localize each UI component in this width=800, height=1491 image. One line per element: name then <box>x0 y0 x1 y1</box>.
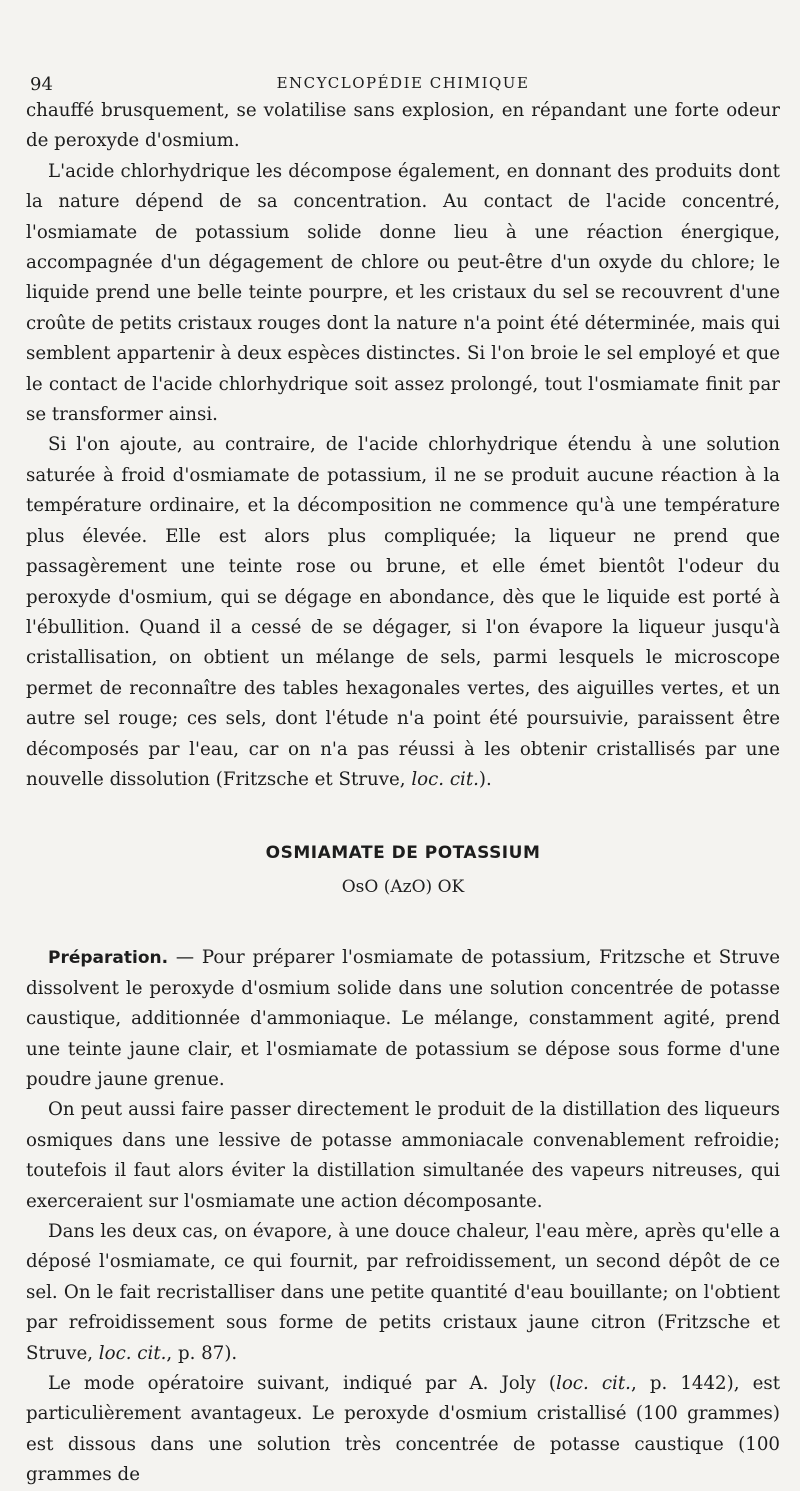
running-title: ENCYCLOPÉDIE CHIMIQUE <box>276 74 530 92</box>
paragraph-joly-method <box>26 1369 780 1491</box>
paragraph-continuation: chauffé brusquement, se volatilise sans explosion, en répandant une forte odeur de peroxyde d'osmium. <box>26 100 780 152</box>
running-head <box>26 62 780 96</box>
citation-tail: , p. 87). <box>166 1342 238 1364</box>
paragraph-dilute-acid-text: Si l'on ajoute, au contraire, de l'acide chlorhydrique étendu à une solution saturée à froid d'osmiamate de potassium, il ne se produit aucune réaction à la température ordinaire, et la décomposition ne commence qu'à une température plus élevée. Elle est alors plus compliquée; la liqueur ne prend que passagèrement une teinte rose ou brune, et elle émet bientôt l'odeur du peroxyde d'osmium, qui se dégage en abondance, dès que le liquide est porté à l'ébullition. Quand il a cessé de se dégager, si l'on évapore la liqueur jusqu'à cristallisation, on obtient un mélange de sels, parmi lesquels le microscope permet de reconnaître des tables hexagonales vertes, des aiguilles vertes, et un autre sel rouge; ces sels, dont l'étude n'a point été poursuivie, paraissent être décomposés par l'eau, car on n'a pas réussi à les obtenir cristallisés par une nouvelle dissolution (Fritzsche et Struve, <box>26 434 780 790</box>
run-in-heading: Préparation. <box>48 948 169 969</box>
paragraph-mother-liquor <box>26 1217 780 1369</box>
chemical-formula: OsO (AzO) OK <box>341 877 465 898</box>
citation-loc-cit: loc. cit. <box>556 1373 631 1395</box>
paragraph-mother-liquor-text: Dans les deux cas, on évapore, à une douce chaleur, l'eau mère, après qu'elle a déposé l'osmiamate, ce qui fournit, par refroidissement, un second dépôt de ce sel. On le fait recristalliser dans une petite quantité d'eau bouillante; on l'obtient par refroidissement sous forme de petits cristaux jaune citron (Fritzsche et Struve, <box>26 1221 780 1364</box>
page-number: 94 <box>30 74 53 95</box>
paragraph-dilute-acid <box>26 430 780 795</box>
joly-text-before: Le mode opératoire suivant, indiqué par A. Joly ( <box>48 1373 557 1395</box>
book-page <box>26 62 780 1491</box>
citation-loc-cit: loc. cit. <box>411 768 479 790</box>
citation-tail: ). <box>478 768 492 790</box>
preparation-text: — Pour préparer l'osmiamate de potassium, Fritzsche et Struve dissolvent le peroxyde d'osmium solide dans une solution concentrée de potasse caustique, additionnée d'ammoniaque. Le mélange, constamment agité, prend une teinte jaune clair, et l'osmiamate de potassium se dépose sous forme d'une poudre jaune grenue. <box>26 947 780 1090</box>
citation-loc-cit: loc. cit. <box>98 1342 167 1364</box>
paragraph-distillation: On peut aussi faire passer directement le produit de la distillation des liqueurs osmiques dans une lessive de potasse ammoniacale convenablement refroidie; toutefois il faut alors éviter la distillation simultanée des vapeurs nitreuses, qui exerceraient sur l'osmiamate une action décomposante. <box>26 1099 780 1212</box>
joly-text-after: , p. 1442), est particulièrement avantageux. Le peroxyde d'osmium cristallisé (100 grammes) est dissous dans une solution très concentrée de potasse caustique (100 grammes de <box>26 1373 780 1486</box>
paragraph-preparation <box>26 943 780 1095</box>
paragraph-hydrochloric-acid: L'acide chlorhydrique les décompose également, en donnant des produits dont la nature dépend de sa concentration. Au contact de l'acide concentré, l'osmiamate de potassium solide donne lieu à une réaction énergique, accompagnée d'un dégagement de chlore ou peut-être d'un oxyde du chlore; le liquide prend une belle teinte pourpre, et les cristaux du sel se recouvrent d'une croûte de petits cristaux rouges dont la nature n'a point été déterminée, mais qui semblent appartenir à deux espèces distinctes. Si l'on broie le sel employé et que le contact de l'acide chlorhydrique soit assez prolongé, tout l'osmiamate finit par se transformer ainsi. <box>26 160 780 426</box>
section-title: OSMIAMATE DE POTASSIUM <box>265 843 541 864</box>
